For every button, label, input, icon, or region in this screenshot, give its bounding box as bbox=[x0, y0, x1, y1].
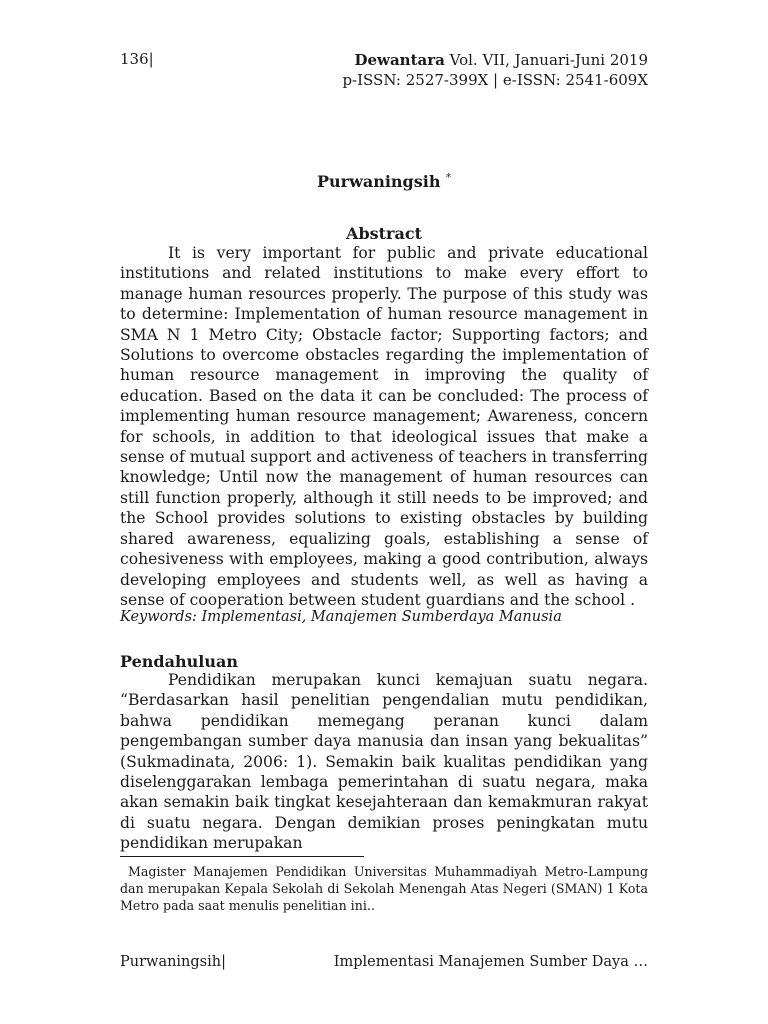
footnote-text: Magister Manajemen Pendidikan Universitas Muhammadiyah Metro-Lampung dan merupakan Kepala Sekolah di Sekolah Menengah Atas Negeri (SMAN) 1 Kota Metro pada saat menulis penelitian ini.. bbox=[120, 864, 648, 913]
footer-running-title: Implementasi Manajemen Sumber Daya … bbox=[333, 954, 648, 970]
abstract-title: Abstract bbox=[346, 224, 422, 243]
keywords: Keywords: Implementasi, Manajemen Sumberdaya Manusia bbox=[120, 609, 562, 625]
footnote bbox=[120, 863, 648, 914]
author-name: Purwaningsih bbox=[316, 172, 441, 191]
section-body bbox=[120, 670, 648, 854]
section-paragraph: Pendidikan merupakan kunci kemajuan suatu negara. “Berdasarkan hasil penelitian pengendalian mutu pendidikan, bahwa pendidikan memegang peranan kunci dalam pengembangan sumber daya manusia dan insan yang bekualitas” (Sukmadinata, 2006: 1). Semakin baik kualitas pendidikan yang diselenggarakan lembaga pemerintahan di suatu negara, maka akan semakin baik tingkat kesejahteraan dan kemakmuran rakyat di suatu negara. Dengan demikian proses peningkatan mutu pendidikan merupakan bbox=[120, 671, 648, 853]
footer-author: Purwaningsih| bbox=[120, 954, 226, 970]
author-line bbox=[0, 172, 768, 191]
journal-name: Dewantara bbox=[354, 51, 445, 69]
journal-volume: Vol. VII, Januari-Juni 2019 bbox=[449, 51, 648, 69]
journal-issn: p-ISSN: 2527-399X | e-ISSN: 2541-609X bbox=[342, 71, 648, 89]
journal-citation bbox=[342, 50, 648, 70]
footnote-divider bbox=[120, 856, 364, 857]
page-number: 136| bbox=[120, 50, 154, 68]
abstract-body bbox=[120, 243, 648, 610]
section-title: Pendahuluan bbox=[120, 652, 238, 671]
abstract-paragraph: It is very important for public and private educational institutions and related institutions to make every effort to manage human resources properly. The purpose of this study was to determine: Implementation of human resource management in SMA N 1 Metro City; Obstacle factor; Supporting factors; and Solutions to overcome obstacles regarding the implementation of human resource management in improving the quality of education. Based on the data it can be concluded: The process of implementing human resource management; Awareness, concern for schools, in addition to that ideological issues that make a sense of mutual support and activeness of teachers in transferring knowledge; Until now the management of human resources can still function properly, although it still needs to be improved; and the School provides solutions to existing obstacles by building shared awareness, equalizing goals, establishing a sense of cohesiveness with employees, making a good contribution, always developing employees and students well, as well as having a sense of cooperation between student guardians and the school . bbox=[120, 244, 648, 609]
footnote-marker: * bbox=[446, 172, 452, 184]
journal-header bbox=[342, 50, 648, 90]
